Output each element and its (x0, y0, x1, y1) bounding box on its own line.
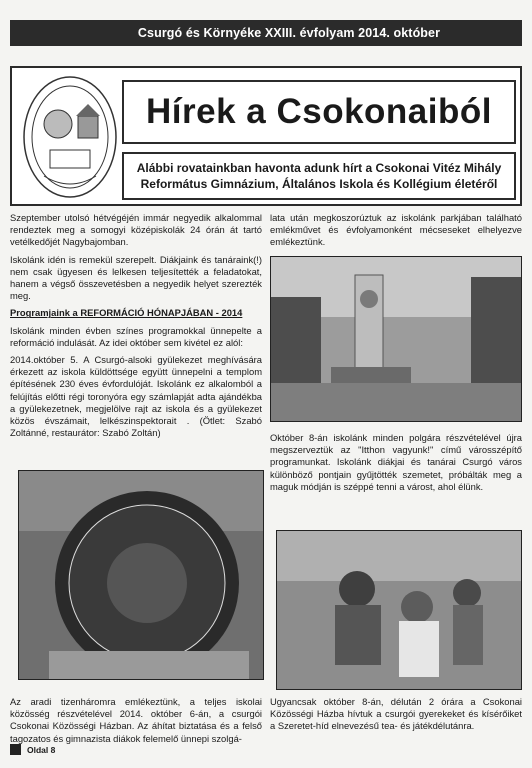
paragraph: 2014.október 5. A Csurgó-alsoki gyülekezet meghívására érkezett az iskola küldöttsége együtt ünnepelni a templom építésének 230 éves évfordulóját. Iskolánk ez alkalomból a felújítás előtti régi toronyóra egy számlapját adta ajándékba a gyülekezetnek, megjelölve rajt az iskola és a gyülekezet közös évszámait, lelkészinspektorait . (Ötlet: Szabó Zoltánné, restaurátor: Szabó Zoltán) (10, 354, 262, 439)
left-column-text (10, 212, 262, 444)
paragraph: Ugyancsak október 8-án, délután 2 órára a Csokonai Közösségi Házba hívtuk a csurgói gyerekeket és kísérőiket a Szeretet-híd elnevezésű tea- és játékdélutánra. (270, 696, 522, 732)
page-title-box (122, 80, 516, 144)
right-column-middle-text (270, 432, 522, 498)
children-cleanup-photo (276, 530, 522, 690)
footer-square-icon (10, 744, 21, 755)
school-seal-logo (20, 72, 120, 202)
paragraph: Október 8-án iskolánk minden polgára részvételével újra megszerveztük az "Itthon vagyunk!" című városszépítő programunkat. Iskolánk diákjai és tanárai Csurgó város különböző pontjain gyűjtötték szemetet, próbálták meg a maguk módján is széppé tenni a várost, ahol élünk. (270, 432, 522, 492)
paragraph: Iskolánk idén is remekül szerepelt. Diákjaink és tanáraink(!) nem csak ügyesen és lelkesen teljesítették a feladatokat, hanem a végső összevetésben a negyedik helyet szerezték meg. (10, 253, 262, 302)
issue-header-bar (10, 20, 522, 46)
page-title: Hírek a Csokonaiból (146, 92, 492, 131)
right-column-bottom-text (270, 696, 522, 738)
right-column-top-text (270, 212, 522, 254)
subtitle-line-1: Alábbi rovatainkban havonta adunk hírt a Csokonai Vitéz Mihály (136, 161, 502, 175)
page-footer (10, 744, 55, 755)
subtitle-line-2: Református Gimnázium, Általános Iskola és Kollégium életéről (140, 177, 498, 191)
left-column-bottom-text (10, 696, 262, 750)
paragraph: lata után megkoszorúztuk az iskolánk parkjában található emlékművet és évfolyamonként mécseseket elhelyezve emlékeztünk. (270, 212, 522, 248)
clock-dial-photo (18, 470, 264, 680)
subtitle-box (122, 152, 516, 200)
memorial-photo (270, 256, 522, 422)
paragraph: Az aradi tizenháromra emlékeztünk, a teljes iskolai közösség részvételével 2014. október 6-án, a csurgói Csokonai Közösségi Házban. Az áhítat biztatása és a felső tagozatos és gimnazista diákok felemelő ünnepi szolgá- (10, 696, 262, 744)
issue-line: Csurgó és Környéke XXIII. évfolyam 2014. október (137, 26, 441, 40)
section-heading: Programjaink a REFORMÁCIÓ HÓNAPJÁBAN - 2014 (10, 307, 243, 319)
paragraph: Szeptember utolsó hétvégéjén immár negyedik alkalommal rendeztek meg a somogyi középiskolák 24 órán át tartó vetélkedőjét Nagybajomban. (10, 212, 262, 248)
paragraph: Iskolánk minden évben színes programokkal ünnepelte a reformáció indulását. Az idei október sem kivétel ez alól: (10, 324, 262, 348)
masthead (10, 66, 522, 206)
page-number: Oldal 8 (27, 744, 56, 755)
